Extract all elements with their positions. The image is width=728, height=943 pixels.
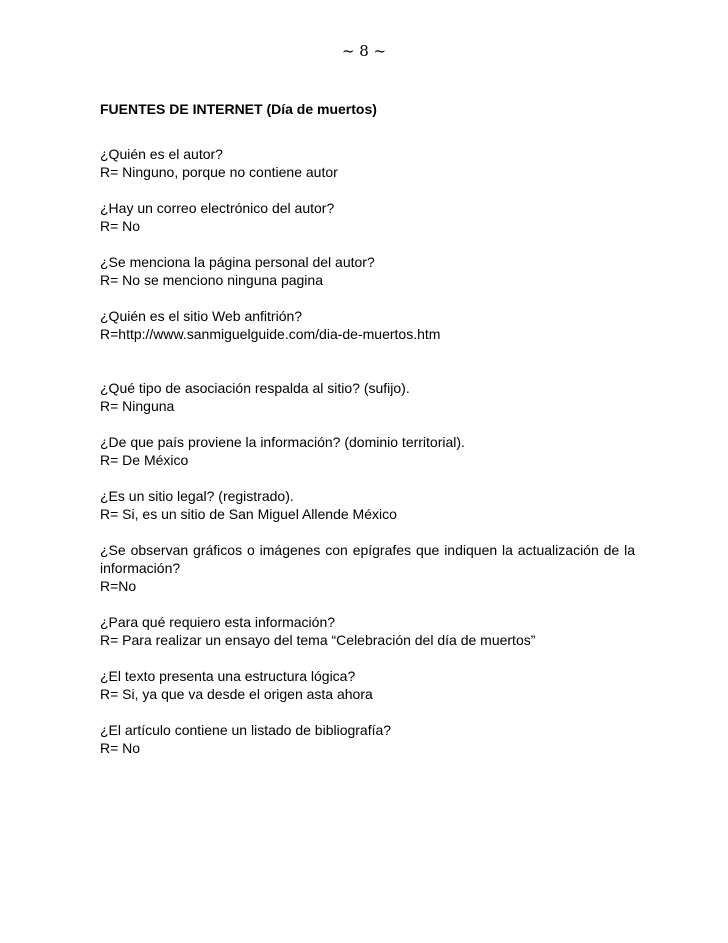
question-text: ¿El texto presenta una estructura lógica? bbox=[100, 668, 356, 684]
answer-text: R= No bbox=[100, 740, 141, 756]
question-text: ¿Se observan gráficos o imágenes con epígrafes que indiquen la actualización de la información? bbox=[100, 542, 635, 576]
qa-item-6 bbox=[100, 433, 635, 469]
answer-text: R= No se menciono ninguna pagina bbox=[100, 272, 323, 288]
answer-text: R= Ninguna bbox=[100, 398, 175, 414]
qa-item-8 bbox=[100, 541, 635, 595]
page-number: ~ 8 ~ bbox=[341, 42, 387, 60]
qa-item-2 bbox=[100, 199, 635, 235]
question-text: ¿Qué tipo de asociación respalda al sitio? (sufijo). bbox=[100, 380, 410, 396]
question-text: ¿El artículo contiene un listado de bibliografía? bbox=[100, 722, 392, 738]
answer-text: R= Para realizar un ensayo del tema “Celebración del día de muertos” bbox=[100, 632, 536, 648]
answer-text: R=No bbox=[100, 578, 137, 594]
question-text: ¿Es un sitio legal? (registrado). bbox=[100, 488, 294, 504]
question-text: ¿Quién es el autor? bbox=[100, 146, 223, 162]
answer-text: R= Ninguno, porque no contiene autor bbox=[100, 164, 338, 180]
qa-item-7 bbox=[100, 487, 635, 523]
question-text: ¿Para qué requiero esta información? bbox=[100, 614, 336, 630]
answer-text: R= De México bbox=[100, 452, 189, 468]
qa-item-1 bbox=[100, 145, 635, 181]
qa-item-10 bbox=[100, 667, 635, 703]
question-text: ¿Quién es el sitio Web anfitrión? bbox=[100, 308, 303, 324]
qa-item-4 bbox=[100, 307, 635, 343]
question-text: ¿De que país proviene la información? (dominio territorial). bbox=[100, 434, 465, 450]
qa-item-5 bbox=[100, 379, 635, 415]
document-heading: FUENTES DE INTERNET (Día de muertos) bbox=[100, 101, 377, 117]
question-text: ¿Hay un correo electrónico del autor? bbox=[100, 200, 335, 216]
answer-text: R= Si, ya que va desde el origen asta ahora bbox=[100, 686, 373, 702]
qa-item-11 bbox=[100, 721, 635, 757]
answer-text: R= No bbox=[100, 218, 141, 234]
question-text: ¿Se menciona la página personal del autor? bbox=[100, 254, 375, 270]
qa-item-9 bbox=[100, 613, 635, 649]
answer-text: R=http://www.sanmiguelguide.com/dia-de-muertos.htm bbox=[100, 326, 441, 342]
qa-item-3 bbox=[100, 253, 635, 289]
document-body bbox=[100, 100, 635, 775]
answer-text: R= Si, es un sitio de San Miguel Allende México bbox=[100, 506, 397, 522]
